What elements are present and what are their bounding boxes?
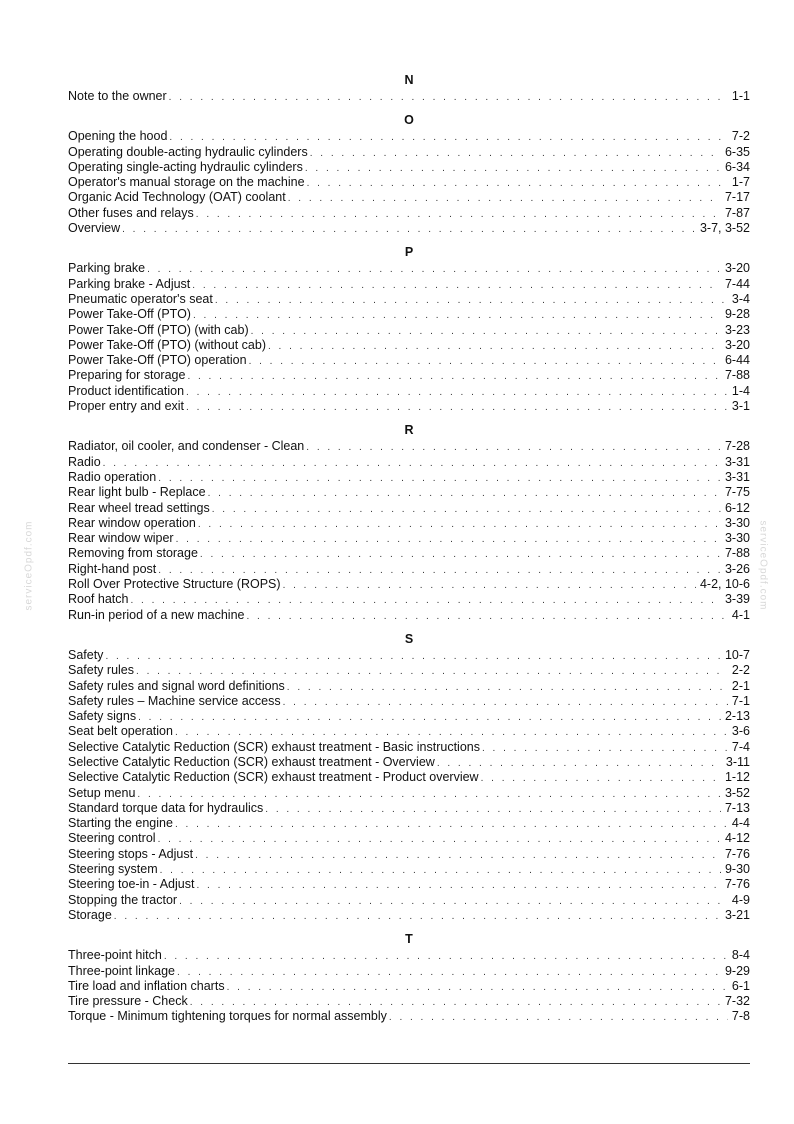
entry-title: Operating single-acting hydraulic cylinders xyxy=(68,159,303,174)
index-entry[interactable] xyxy=(68,516,750,531)
index-entry[interactable] xyxy=(68,221,750,236)
entry-title: Safety rules xyxy=(68,663,135,678)
entry-title: Preparing for storage xyxy=(68,368,186,383)
dot-leader xyxy=(190,995,721,1010)
index-entry[interactable] xyxy=(68,206,750,221)
dot-leader xyxy=(212,502,721,517)
entry-page: 7-76 xyxy=(724,877,750,892)
entry-title: Steering toe-in - Adjust xyxy=(68,877,195,892)
dot-leader xyxy=(175,817,728,832)
entry-title: Radio xyxy=(68,454,101,469)
index-entry[interactable] xyxy=(68,368,750,383)
index-entry[interactable] xyxy=(68,485,750,500)
index-entry[interactable] xyxy=(68,592,750,607)
dot-leader xyxy=(122,222,696,237)
index-section-n xyxy=(68,73,750,104)
entry-page: 2-1 xyxy=(731,678,750,693)
index-entry[interactable] xyxy=(68,129,750,144)
entry-page: 7-32 xyxy=(724,994,750,1009)
dot-leader xyxy=(158,471,721,486)
entry-page: 7-17 xyxy=(724,190,750,205)
dot-leader xyxy=(136,664,728,679)
dot-leader xyxy=(192,278,721,293)
entry-title: Removing from storage xyxy=(68,546,198,561)
entry-page: 10-7 xyxy=(724,647,750,662)
index-entry[interactable] xyxy=(68,1009,750,1024)
entry-title: Starting the engine xyxy=(68,816,173,831)
index-entry[interactable] xyxy=(68,338,750,353)
index-entry[interactable] xyxy=(68,546,750,561)
dot-leader xyxy=(176,532,721,547)
index-entry[interactable] xyxy=(68,862,750,877)
entry-page: 3-23 xyxy=(724,322,750,337)
entry-title: Seat belt operation xyxy=(68,724,173,739)
index-entry[interactable] xyxy=(68,755,750,770)
entry-page: 7-75 xyxy=(724,485,750,500)
index-entry[interactable] xyxy=(68,608,750,623)
index-entry[interactable] xyxy=(68,801,750,816)
dot-leader xyxy=(306,440,721,455)
watermark-right: serviceOpdf.com xyxy=(757,520,769,611)
entry-title: Three-point linkage xyxy=(68,963,176,978)
index-entry[interactable] xyxy=(68,831,750,846)
entry-title: Parking brake - Adjust xyxy=(68,276,191,291)
entry-page: 6-34 xyxy=(724,159,750,174)
entry-title: Safety signs xyxy=(68,709,137,724)
dot-leader xyxy=(249,354,721,369)
section-letter: T xyxy=(405,932,413,947)
index-entry[interactable] xyxy=(68,292,750,307)
dot-leader xyxy=(208,486,721,501)
dot-leader xyxy=(215,293,728,308)
index-entry[interactable] xyxy=(68,455,750,470)
dot-leader xyxy=(305,161,721,176)
entry-page: 3-30 xyxy=(724,515,750,530)
entry-title: Opening the hood xyxy=(68,129,168,144)
dot-leader xyxy=(288,191,721,206)
dot-leader xyxy=(137,787,721,802)
entry-title: Steering system xyxy=(68,862,158,877)
entry-title: Roll Over Protective Structure (ROPS) xyxy=(68,577,281,592)
index-entry[interactable] xyxy=(68,948,750,963)
dot-leader xyxy=(187,369,721,384)
dot-leader xyxy=(268,339,721,354)
entry-title: Steering control xyxy=(68,831,156,846)
dot-leader xyxy=(200,547,721,562)
entry-page: 7-76 xyxy=(724,846,750,861)
entry-title: Rear light bulb - Replace xyxy=(68,485,206,500)
index-content xyxy=(68,73,750,1034)
entry-title: Setup menu xyxy=(68,785,136,800)
entry-title: Tire pressure - Check xyxy=(68,994,188,1009)
entry-page: 4-1 xyxy=(731,607,750,622)
index-entry[interactable] xyxy=(68,994,750,1009)
entry-title: Selective Catalytic Reduction (SCR) exhaust treatment - Basic instructions xyxy=(68,739,480,754)
entry-page: 7-87 xyxy=(724,205,750,220)
entry-page: 3-52 xyxy=(724,785,750,800)
entry-page: 6-1 xyxy=(731,978,750,993)
entry-page: 6-12 xyxy=(724,500,750,515)
dot-leader xyxy=(196,207,721,222)
entry-title: Stopping the tractor xyxy=(68,892,178,907)
index-entry[interactable] xyxy=(68,175,750,190)
entry-page: 3-4 xyxy=(731,291,750,306)
entry-title: Product identification xyxy=(68,383,185,398)
entry-title: Steering stops - Adjust xyxy=(68,846,194,861)
entry-page: 2-13 xyxy=(724,709,750,724)
index-entry[interactable] xyxy=(68,353,750,368)
dot-leader xyxy=(114,909,721,924)
dot-leader xyxy=(105,649,721,664)
entry-title: Three-point hitch xyxy=(68,948,162,963)
entry-page: 1-7 xyxy=(731,175,750,190)
index-entry[interactable] xyxy=(68,89,750,104)
entry-page: 3-31 xyxy=(724,469,750,484)
index-entry[interactable] xyxy=(68,439,750,454)
entry-page: 9-29 xyxy=(724,963,750,978)
section-letter: O xyxy=(404,113,414,128)
entry-page: 4-4 xyxy=(731,816,750,831)
entry-page: 3-26 xyxy=(724,561,750,576)
entry-page: 9-28 xyxy=(724,307,750,322)
index-entry[interactable] xyxy=(68,648,750,663)
entry-page: 3-20 xyxy=(724,261,750,276)
entry-title: Selective Catalytic Reduction (SCR) exhaust treatment - Product overview xyxy=(68,770,479,785)
index-entry[interactable] xyxy=(68,786,750,801)
dot-leader xyxy=(103,456,721,471)
entry-page: 1-12 xyxy=(724,770,750,785)
section-letter: N xyxy=(404,73,414,87)
index-section-p xyxy=(68,245,750,414)
entry-page: 3-11 xyxy=(725,754,750,769)
dot-leader xyxy=(283,695,728,710)
entry-page: 3-30 xyxy=(724,531,750,546)
index-entry[interactable] xyxy=(68,261,750,276)
index-entry[interactable] xyxy=(68,307,750,322)
index-entry[interactable] xyxy=(68,160,750,175)
entry-page: 2-2 xyxy=(731,663,750,678)
dot-leader xyxy=(130,593,721,608)
entry-title: Overview xyxy=(68,221,121,236)
watermark-left: serviceOpdf.com xyxy=(23,520,35,611)
dot-leader xyxy=(283,578,696,593)
dot-leader xyxy=(186,385,728,400)
index-entry[interactable] xyxy=(68,893,750,908)
entry-title: Radio operation xyxy=(68,469,157,484)
entry-title: Torque - Minimum tightening torques for normal assembly xyxy=(68,1009,387,1024)
dot-leader xyxy=(147,262,721,277)
entry-page: 6-35 xyxy=(724,144,750,159)
footer-rule xyxy=(68,1063,750,1064)
entry-title: Power Take-Off (PTO) operation xyxy=(68,353,247,368)
entry-title: Standard torque data for hydraulics xyxy=(68,800,264,815)
entry-title: Safety xyxy=(68,647,104,662)
entry-page: 3-6 xyxy=(731,724,750,739)
entry-title: Parking brake xyxy=(68,261,146,276)
entry-page: 7-1 xyxy=(731,693,750,708)
index-entry[interactable] xyxy=(68,531,750,546)
entry-page: 3-7, 3-52 xyxy=(699,221,750,236)
entry-page: 7-4 xyxy=(731,739,750,754)
entry-page: 1-1 xyxy=(731,89,750,103)
entry-page: 4-2, 10-6 xyxy=(699,577,750,592)
entry-page: 3-31 xyxy=(724,454,750,469)
section-letter: S xyxy=(404,631,414,646)
dot-leader xyxy=(287,680,728,695)
entry-title: Roof hatch xyxy=(68,592,129,607)
dot-leader xyxy=(138,710,721,725)
index-entry[interactable] xyxy=(68,323,750,338)
dot-leader xyxy=(175,725,728,740)
index-entry[interactable] xyxy=(68,709,750,724)
entry-page: 1-4 xyxy=(731,383,750,398)
entry-page: 7-13 xyxy=(724,800,750,815)
dot-leader xyxy=(251,324,721,339)
entry-title: Power Take-Off (PTO) xyxy=(68,307,191,322)
dot-leader xyxy=(437,756,722,771)
index-entry[interactable] xyxy=(68,816,750,831)
index-entry[interactable] xyxy=(68,399,750,414)
entry-title: Run-in period of a new machine xyxy=(68,607,245,622)
dot-leader xyxy=(160,863,721,878)
entry-title: Other fuses and relays xyxy=(68,205,194,220)
index-entry[interactable] xyxy=(68,979,750,994)
dot-leader xyxy=(482,741,728,756)
entry-page: 9-30 xyxy=(724,862,750,877)
section-letter: R xyxy=(404,423,414,438)
entry-page: 7-44 xyxy=(724,276,750,291)
dot-leader xyxy=(247,609,728,624)
entry-page: 4-9 xyxy=(731,892,750,907)
entry-title: Radiator, oil cooler, and condenser - Clean xyxy=(68,439,305,454)
dot-leader xyxy=(196,878,721,893)
dot-leader xyxy=(310,146,721,161)
dot-leader xyxy=(389,1010,728,1025)
dot-leader xyxy=(158,563,721,578)
entry-title: Safety rules and signal word definitions xyxy=(68,678,285,693)
entry-title: Pneumatic operator's seat xyxy=(68,291,213,306)
index-entry[interactable] xyxy=(68,190,750,205)
index-section-r xyxy=(68,423,750,623)
entry-page: 8-4 xyxy=(731,948,750,963)
dot-leader xyxy=(195,848,721,863)
index-entry[interactable] xyxy=(68,501,750,516)
index-entry[interactable] xyxy=(68,679,750,694)
entry-title: Selective Catalytic Reduction (SCR) exhaust treatment - Overview xyxy=(68,754,435,769)
index-entry[interactable] xyxy=(68,470,750,485)
index-entry[interactable] xyxy=(68,562,750,577)
entry-title: Organic Acid Technology (OAT) coolant xyxy=(68,190,286,205)
index-entry[interactable] xyxy=(68,740,750,755)
entry-title: Note to the owner xyxy=(68,89,167,103)
index-entry[interactable] xyxy=(68,694,750,709)
dot-leader xyxy=(265,802,721,817)
entry-title: Rear wheel tread settings xyxy=(68,500,210,515)
dot-leader xyxy=(227,980,728,995)
entry-page: 6-44 xyxy=(724,353,750,368)
entry-title: Power Take-Off (PTO) (without cab) xyxy=(68,337,266,352)
dot-leader xyxy=(169,130,728,145)
dot-leader xyxy=(158,832,721,847)
dot-leader xyxy=(186,400,728,415)
index-entry[interactable] xyxy=(68,384,750,399)
dot-leader xyxy=(177,965,721,980)
entry-title: Operator's manual storage on the machine xyxy=(68,175,305,190)
section-letter: P xyxy=(404,245,414,260)
index-section-o xyxy=(68,113,750,236)
entry-title: Operating double-acting hydraulic cylinders xyxy=(68,144,308,159)
dot-leader xyxy=(193,308,721,323)
entry-title: Proper entry and exit xyxy=(68,399,185,414)
entry-page: 3-1 xyxy=(731,399,750,414)
entry-title: Storage xyxy=(68,907,112,922)
dot-leader xyxy=(198,517,721,532)
index-entry[interactable] xyxy=(68,908,750,923)
index-entry[interactable] xyxy=(68,663,750,678)
entry-page: 3-39 xyxy=(724,592,750,607)
dot-leader xyxy=(481,771,721,786)
dot-leader xyxy=(179,894,728,909)
index-entry[interactable] xyxy=(68,964,750,979)
entry-page: 3-21 xyxy=(724,907,750,922)
index-entry[interactable] xyxy=(68,877,750,892)
dot-leader xyxy=(307,176,728,191)
entry-title: Rear window wiper xyxy=(68,531,174,546)
entry-page: 4-12 xyxy=(724,831,750,846)
entry-page: 3-20 xyxy=(724,337,750,352)
index-entry[interactable] xyxy=(68,145,750,160)
dot-leader xyxy=(164,949,728,964)
index-section-s xyxy=(68,632,750,923)
index-entry[interactable] xyxy=(68,577,750,592)
index-entry[interactable] xyxy=(68,277,750,292)
index-entry[interactable] xyxy=(68,770,750,785)
index-entry[interactable] xyxy=(68,724,750,739)
entry-title: Power Take-Off (PTO) (with cab) xyxy=(68,322,249,337)
entry-title: Right-hand post xyxy=(68,561,157,576)
entry-page: 7-8 xyxy=(731,1009,750,1024)
entry-page: 7-28 xyxy=(724,439,750,454)
entry-title: Tire load and inflation charts xyxy=(68,978,225,993)
entry-page: 7-2 xyxy=(731,129,750,144)
entry-title: Safety rules – Machine service access xyxy=(68,693,281,708)
entry-page: 7-88 xyxy=(724,546,750,561)
entry-page: 7-88 xyxy=(724,368,750,383)
dot-leader xyxy=(169,90,728,105)
index-entry[interactable] xyxy=(68,847,750,862)
index-section-t xyxy=(68,932,750,1024)
entry-title: Rear window operation xyxy=(68,515,196,530)
